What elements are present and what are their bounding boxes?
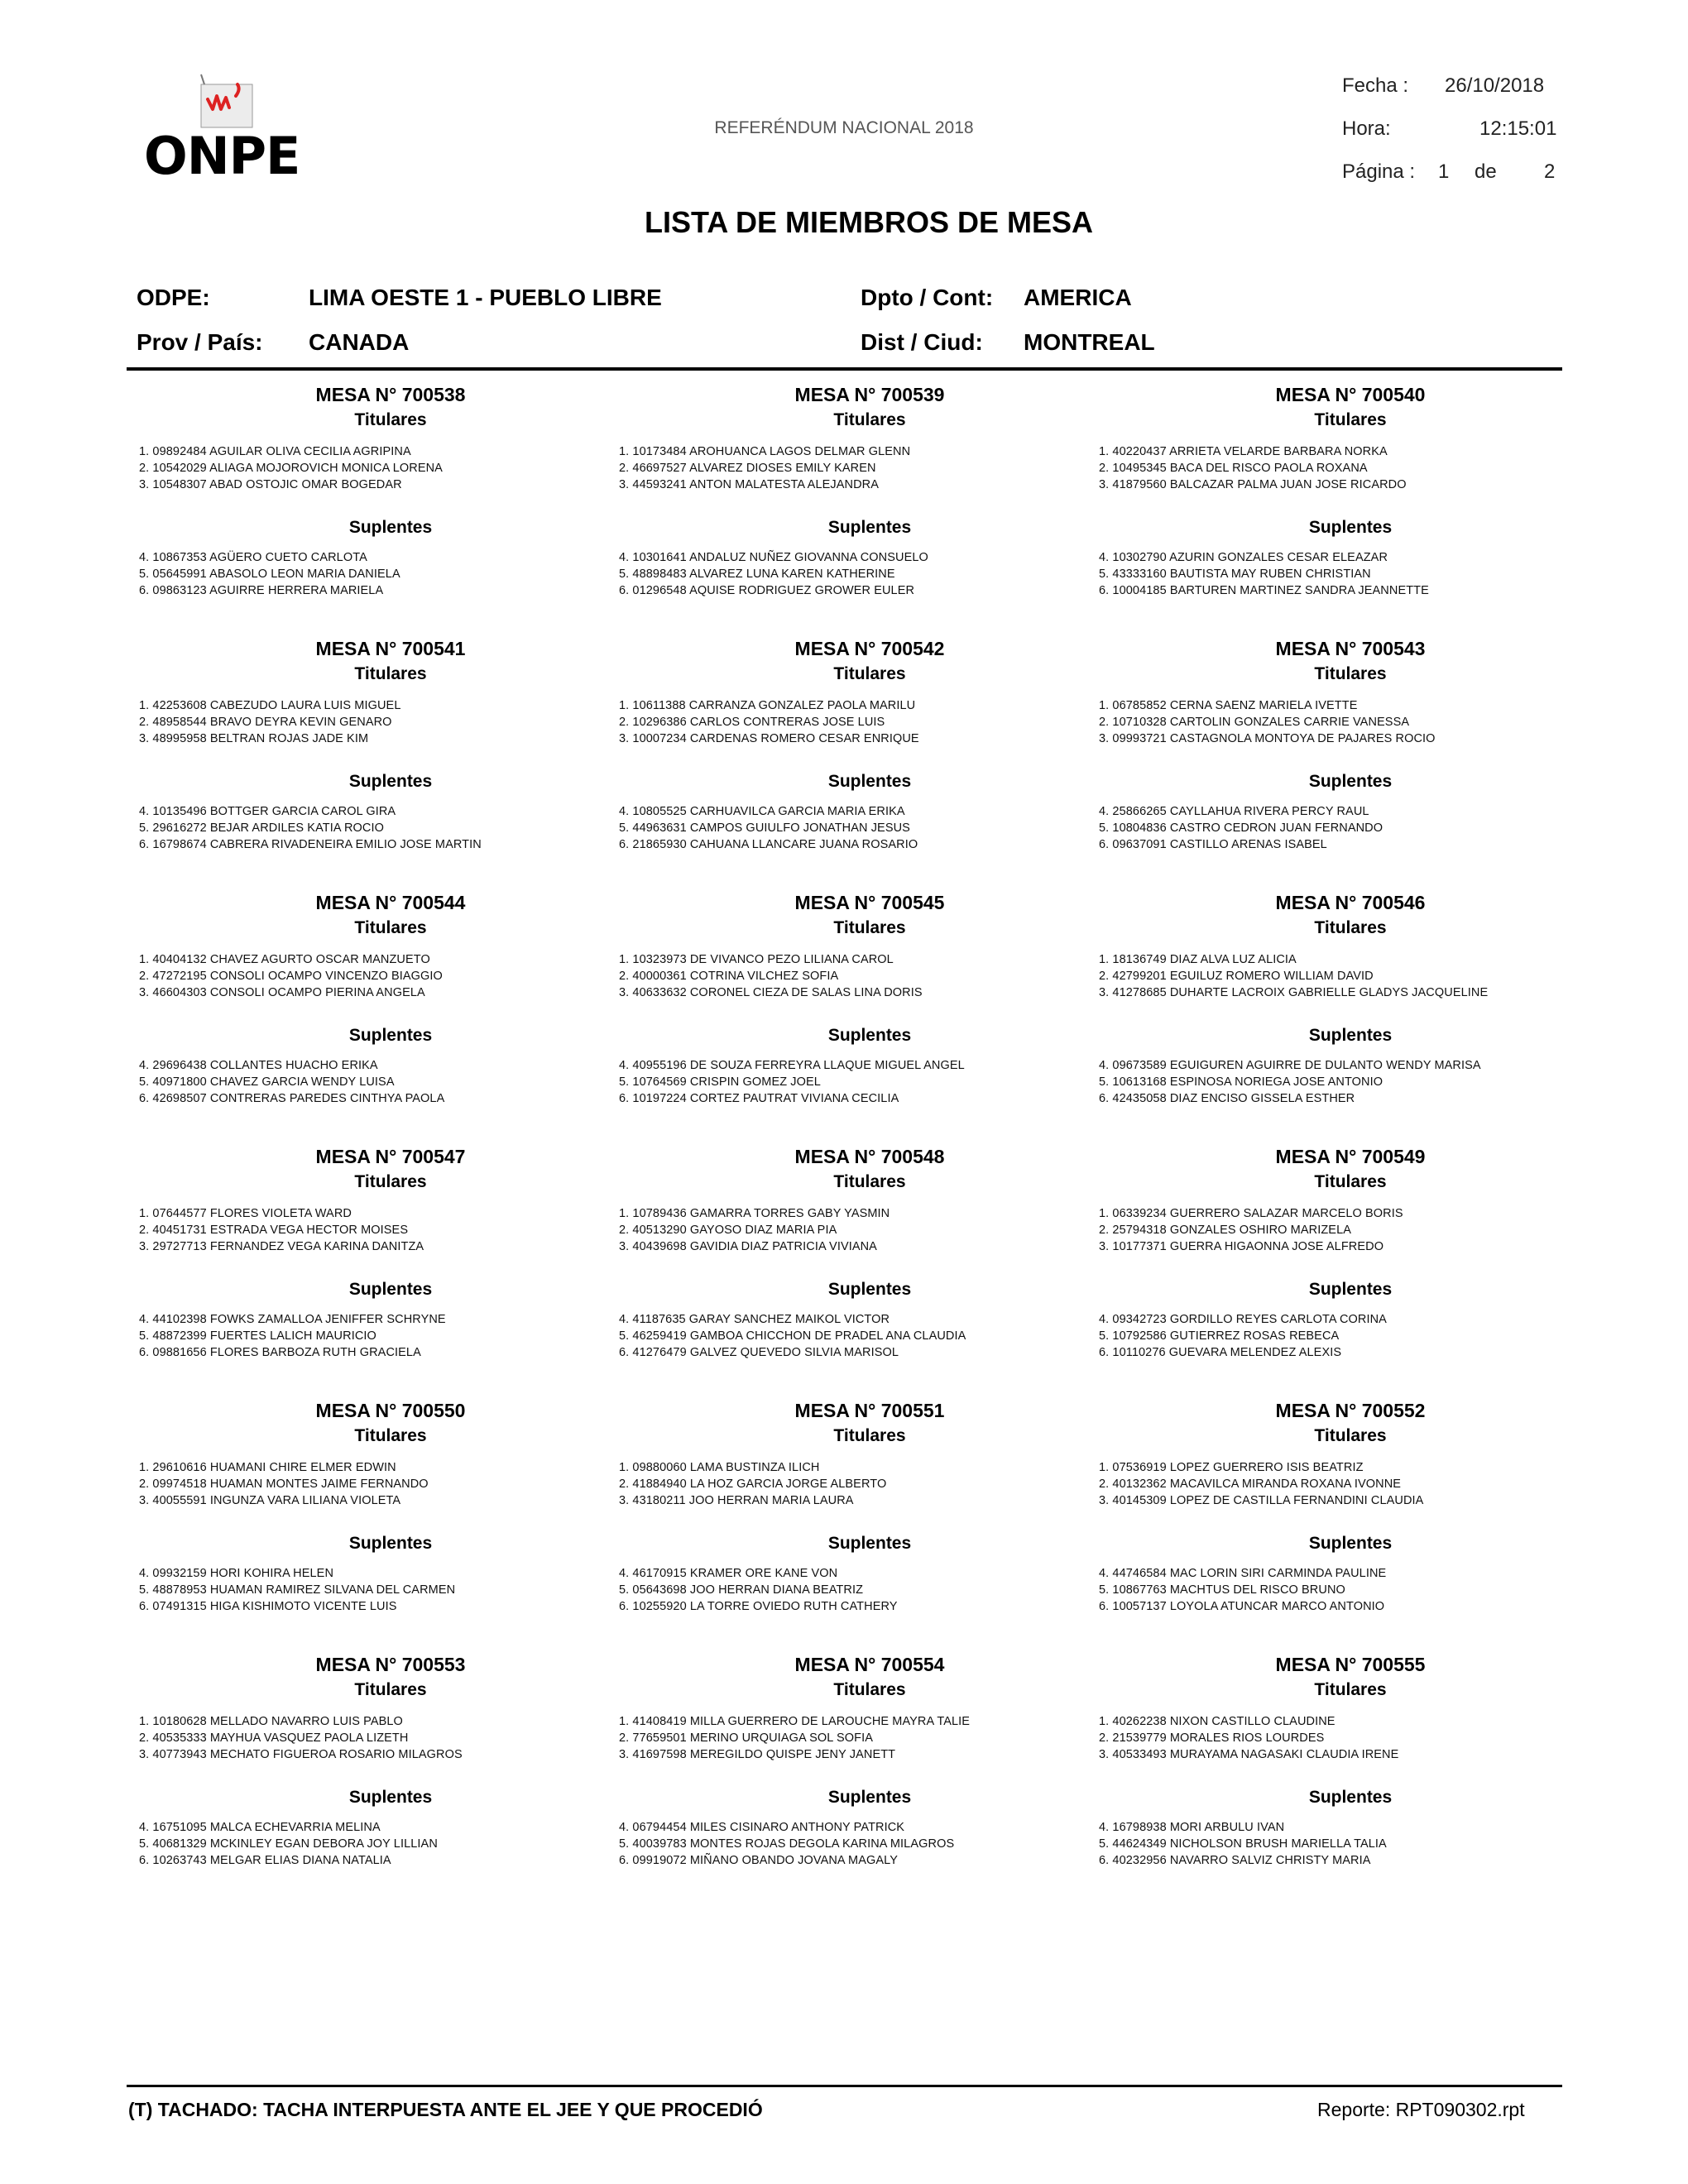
mesa-block [139, 384, 602, 607]
suplente-member: 6. 10057137 LOYOLA ATUNCAR MARCO ANTONIO [1099, 1600, 1385, 1613]
event-name: REFERÉNDUM NACIONAL 2018 [714, 118, 974, 137]
suplente-member: 4. 06794454 MILES CISINARO ANTHONY PATRICK [619, 1821, 905, 1834]
mesa-title: MESA N° 700547 [315, 1146, 466, 1167]
titular-member: 1. 10180628 MELLADO NAVARRO LUIS PABLO [139, 1715, 403, 1728]
suplente-member: 6. 09881656 FLORES BARBOZA RUTH GRACIELA [139, 1346, 421, 1359]
mesa-title: MESA N° 700543 [1275, 638, 1426, 659]
suplente-member: 4. 40955196 DE SOUZA FERREYRA LLAQUE MIGUEL ANGEL [619, 1059, 965, 1072]
titular-member: 3. 41879560 BALCAZAR PALMA JUAN JOSE RICARDO [1099, 478, 1407, 491]
suplente-member: 6. 21865930 CAHUANA LLANCARE JUANA ROSARIO [619, 838, 918, 851]
header-divider [127, 367, 1562, 371]
dpto-label: Dpto / Cont: [861, 285, 994, 310]
suplente-member: 6. 01296548 AQUISE RODRIGUEZ GROWER EULER [619, 584, 915, 597]
odpe-label: ODPE: [137, 285, 210, 310]
suplentes-heading: Suplentes [348, 1788, 433, 1807]
mesa-title: MESA N° 700544 [315, 892, 466, 913]
suplente-member: 4. 09932159 HORI KOHIRA HELEN [139, 1567, 334, 1580]
titulares-heading: Titulares [833, 1680, 906, 1699]
mesa-title: MESA N° 700538 [315, 384, 466, 405]
titular-member: 1. 40262238 NIXON CASTILLO CLAUDINE [1099, 1715, 1336, 1728]
titular-member: 3. 43180211 JOO HERRAN MARIA LAURA [619, 1494, 854, 1507]
suplente-member: 5. 48872399 FUERTES LALICH MAURICIO [139, 1329, 376, 1343]
titular-member: 2. 10495345 BACA DEL RISCO PAOLA ROXANA [1099, 462, 1368, 475]
titulares-heading: Titulares [833, 918, 906, 937]
titular-member: 2. 21539779 MORALES RIOS LOURDES [1099, 1731, 1325, 1745]
titular-member: 2. 10542029 ALIAGA MOJOROVICH MONICA LORENA [139, 462, 443, 475]
titular-member: 3. 40633632 CORONEL CIEZA DE SALAS LINA DORIS [619, 986, 923, 999]
suplente-member: 6. 40232956 NAVARRO SALVIZ CHRISTY MARIA [1099, 1854, 1371, 1867]
mesa-title: MESA N° 700539 [794, 384, 945, 405]
mesa-block [139, 1654, 602, 1877]
suplente-member: 6. 10110276 GUEVARA MELENDEZ ALEXIS [1099, 1346, 1342, 1359]
mesa-block [1099, 892, 1562, 1115]
suplente-member: 6. 41276479 GALVEZ QUEVEDO SILVIA MARISOL [619, 1346, 899, 1359]
suplente-member: 5. 05643698 JOO HERRAN DIANA BEATRIZ [619, 1583, 864, 1597]
hora-label: Hora: [1342, 117, 1391, 140]
suplente-member: 5. 48878953 HUAMAN RAMIREZ SILVANA DEL CARMEN [139, 1583, 456, 1597]
titular-member: 1. 10611388 CARRANZA GONZALEZ PAOLA MARILU [619, 699, 916, 712]
suplente-member: 4. 09342723 GORDILLO REYES CARLOTA CORINA [1099, 1313, 1387, 1326]
mesa-block [619, 892, 1082, 1115]
suplente-member: 5. 44624349 NICHOLSON BRUSH MARIELLA TALIA [1099, 1837, 1387, 1851]
suplentes-heading: Suplentes [1308, 772, 1393, 791]
dist-value: MONTREAL [1024, 329, 1155, 355]
suplentes-heading: Suplentes [1308, 1280, 1393, 1299]
report-id: Reporte: RPT090302.rpt [1317, 2099, 1525, 2120]
suplente-member: 4. 10867353 AGÜERO CUETO CARLOTA [139, 551, 367, 564]
titular-member: 3. 40533493 MURAYAMA NAGASAKI CLAUDIA IRENE [1099, 1748, 1399, 1761]
titular-member: 1. 29610616 HUAMANI CHIRE ELMER EDWIN [139, 1461, 396, 1474]
suplente-member: 6. 16798674 CABRERA RIVADENEIRA EMILIO JOSE MARTIN [139, 838, 482, 851]
mesa-title: MESA N° 700554 [794, 1654, 945, 1675]
titular-member: 1. 07644577 FLORES VIOLETA WARD [139, 1207, 352, 1220]
titulares-heading: Titulares [833, 1426, 906, 1445]
titular-member: 3. 41697598 MEREGILDO QUISPE JENY JANETT [619, 1748, 896, 1761]
titulares-heading: Titulares [1314, 1172, 1387, 1191]
mesa-title: MESA N° 700549 [1275, 1146, 1426, 1167]
titular-member: 3. 40145309 LOPEZ DE CASTILLA FERNANDINI CLAUDIA [1099, 1494, 1424, 1507]
mesa-block [139, 892, 602, 1115]
mesa-block [1099, 1146, 1562, 1369]
suplentes-heading: Suplentes [827, 1280, 912, 1299]
titular-member: 3. 40439698 GAVIDIA DIAZ PATRICIA VIVIANA [619, 1240, 877, 1253]
suplentes-heading: Suplentes [827, 1534, 912, 1553]
mesa-block [619, 1146, 1082, 1369]
suplente-member: 4. 10301641 ANDALUZ NUÑEZ GIOVANNA CONSUELO [619, 551, 928, 564]
suplente-member: 6. 10263743 MELGAR ELIAS DIANA NATALIA [139, 1854, 391, 1867]
suplentes-heading: Suplentes [827, 1788, 912, 1807]
suplente-member: 6. 10255920 LA TORRE OVIEDO RUTH CATHERY [619, 1600, 898, 1613]
titular-member: 2. 10710328 CARTOLIN GONZALES CARRIE VANESSA [1099, 716, 1410, 729]
suplente-member: 5. 10792586 GUTIERREZ ROSAS REBECA [1099, 1329, 1340, 1343]
titulares-heading: Titulares [1314, 1426, 1387, 1445]
suplente-member: 5. 43333160 BAUTISTA MAY RUBEN CHRISTIAN [1099, 568, 1371, 581]
titular-member: 2. 40513290 GAYOSO DIAZ MARIA PIA [619, 1224, 837, 1237]
mesa-block [1099, 1400, 1562, 1623]
suplente-member: 5. 40681329 MCKINLEY EGAN DEBORA JOY LILLIAN [139, 1837, 438, 1851]
suplente-member: 6. 09637091 CASTILLO ARENAS ISABEL [1099, 838, 1327, 851]
titulares-heading: Titulares [354, 1680, 427, 1699]
titular-member: 2. 25794318 GONZALES OSHIRO MARIZELA [1099, 1224, 1351, 1237]
suplentes-heading: Suplentes [827, 518, 912, 537]
suplente-member: 5. 10804836 CASTRO CEDRON JUAN FERNANDO [1099, 821, 1383, 835]
suplente-member: 4. 25866265 CAYLLAHUA RIVERA PERCY RAUL [1099, 805, 1369, 818]
titular-member: 1. 18136749 DIAZ ALVA LUZ ALICIA [1099, 953, 1297, 966]
suplente-member: 4. 09673589 EGUIGUREN AGUIRRE DE DULANTO WENDY MARISA [1099, 1059, 1481, 1072]
titular-member: 2. 77659501 MERINO URQUIAGA SOL SOFIA [619, 1731, 873, 1745]
suplente-member: 5. 46259419 GAMBOA CHICCHON DE PRADEL ANA CLAUDIA [619, 1329, 966, 1343]
mesa-title: MESA N° 700553 [315, 1654, 466, 1675]
titular-member: 1. 10323973 DE VIVANCO PEZO LILIANA CAROL [619, 953, 894, 966]
titular-member: 2. 40000361 COTRINA VILCHEZ SOFIA [619, 970, 839, 983]
titular-member: 2. 46697527 ALVAREZ DIOSES EMILY KAREN [619, 462, 876, 475]
suplentes-heading: Suplentes [348, 518, 433, 537]
suplente-member: 4. 16751095 MALCA ECHEVARRIA MELINA [139, 1821, 381, 1834]
suplente-member: 5. 48898483 ALVAREZ LUNA KAREN KATHERINE [619, 568, 895, 581]
titular-member: 2. 40132362 MACAVILCA MIRANDA ROXANA IVONNE [1099, 1478, 1402, 1491]
titulares-heading: Titulares [354, 1172, 427, 1191]
suplente-member: 6. 09919072 MIÑANO OBANDO JOVANA MAGALY [619, 1854, 898, 1867]
titular-member: 3. 44593241 ANTON MALATESTA ALEJANDRA [619, 478, 879, 491]
titular-member: 1. 40404132 CHAVEZ AGURTO OSCAR MANZUETO [139, 953, 430, 966]
titular-member: 1. 09892484 AGUILAR OLIVA CECILIA AGRIPINA [139, 445, 411, 458]
mesa-title: MESA N° 700541 [315, 638, 466, 659]
titular-member: 3. 48995958 BELTRAN ROJAS JADE KIM [139, 732, 369, 745]
mesa-title: MESA N° 700545 [794, 892, 945, 913]
suplente-member: 4. 16798938 MORI ARBULU IVAN [1099, 1821, 1285, 1834]
titulares-heading: Titulares [354, 664, 427, 683]
titular-member: 2. 47272195 CONSOLI OCAMPO VINCENZO BIAGGIO [139, 970, 443, 983]
pagina-label: Página : [1342, 160, 1416, 183]
suplente-member: 5. 40039783 MONTES ROJAS DEGOLA KARINA MILAGROS [619, 1837, 955, 1851]
suplente-member: 4. 44746584 MAC LORIN SIRI CARMINDA PAULINE [1099, 1567, 1387, 1580]
titulares-heading: Titulares [1314, 410, 1387, 429]
titulares-heading: Titulares [1314, 918, 1387, 937]
titular-member: 1. 10173484 AROHUANCA LAGOS DELMAR GLENN [619, 445, 911, 458]
mesa-title: MESA N° 700555 [1275, 1654, 1426, 1675]
suplentes-heading: Suplentes [1308, 1788, 1393, 1807]
hora-value: 12:15:01 [1479, 117, 1557, 140]
titular-member: 3. 29727713 FERNANDEZ VEGA KARINA DANITZA [139, 1240, 424, 1253]
suplentes-heading: Suplentes [1308, 1534, 1393, 1553]
suplente-member: 6. 09863123 AGUIRRE HERRERA MARIELA [139, 584, 384, 597]
prov-label: Prov / País: [137, 329, 263, 355]
mesa-block [1099, 638, 1562, 861]
titular-member: 3. 40055591 INGUNZA VARA LILIANA VIOLETA [139, 1494, 401, 1507]
mesa-title: MESA N° 700552 [1275, 1400, 1426, 1421]
fecha-value: 26/10/2018 [1445, 74, 1545, 97]
suplente-member: 4. 29696438 COLLANTES HUACHO ERIKA [139, 1059, 378, 1072]
titular-member: 1. 40220437 ARRIETA VELARDE BARBARA NORKA [1099, 445, 1388, 458]
mesa-block [139, 1400, 602, 1623]
suplentes-heading: Suplentes [348, 1280, 433, 1299]
suplente-member: 6. 42698507 CONTRERAS PAREDES CINTHYA PAOLA [139, 1092, 445, 1105]
dpto-value: AMERICA [1024, 285, 1132, 310]
mesa-block [1099, 384, 1562, 607]
footer-note: (T) TACHADO: TACHA INTERPUESTA ANTE EL JEE Y QUE PROCEDIÓ [128, 2099, 763, 2120]
prov-value: CANADA [309, 329, 410, 355]
titular-member: 3. 46604303 CONSOLI OCAMPO PIERINA ANGELA [139, 986, 425, 999]
footer-divider [127, 2085, 1562, 2087]
titular-member: 2. 10296386 CARLOS CONTRERAS JOSE LUIS [619, 716, 885, 729]
titulares-heading: Titulares [354, 410, 427, 429]
titular-member: 1. 42253608 CABEZUDO LAURA LUIS MIGUEL [139, 699, 401, 712]
suplente-member: 5. 40971800 CHAVEZ GARCIA WENDY LUISA [139, 1075, 395, 1089]
titulares-heading: Titulares [833, 664, 906, 683]
titular-member: 1. 06339234 GUERRERO SALAZAR MARCELO BORIS [1099, 1207, 1403, 1220]
titular-member: 3. 10548307 ABAD OSTOJIC OMAR BOGEDAR [139, 478, 402, 491]
suplente-member: 5. 10613168 ESPINOSA NORIEGA JOSE ANTONIO [1099, 1075, 1383, 1089]
suplente-member: 6. 10004185 BARTUREN MARTINEZ SANDRA JEANNETTE [1099, 584, 1429, 597]
titulares-heading: Titulares [354, 918, 427, 937]
titular-member: 3. 09993721 CASTAGNOLA MONTOYA DE PAJARES ROCIO [1099, 732, 1436, 745]
titular-member: 2. 41884940 LA HOZ GARCIA JORGE ALBERTO [619, 1478, 887, 1491]
suplentes-heading: Suplentes [1308, 1026, 1393, 1045]
pagina-de: de [1475, 160, 1497, 183]
fecha-label: Fecha : [1342, 74, 1409, 97]
titulares-heading: Titulares [833, 1172, 906, 1191]
titular-member: 2. 40535333 MAYHUA VASQUEZ PAOLA LIZETH [139, 1731, 409, 1745]
mesa-title: MESA N° 700548 [794, 1146, 945, 1167]
suplente-member: 4. 10135496 BOTTGER GARCIA CAROL GIRA [139, 805, 396, 818]
suplente-member: 5. 10867763 MACHTUS DEL RISCO BRUNO [1099, 1583, 1345, 1597]
titular-member: 1. 06785852 CERNA SAENZ MARIELA IVETTE [1099, 699, 1358, 712]
pagina-total: 2 [1544, 160, 1556, 183]
titular-member: 3. 10177371 GUERRA HIGAONNA JOSE ALFREDO [1099, 1240, 1384, 1253]
mesa-title: MESA N° 700546 [1275, 892, 1426, 913]
mesa-title: MESA N° 700551 [794, 1400, 945, 1421]
suplente-member: 5. 29616272 BEJAR ARDILES KATIA ROCIO [139, 821, 384, 835]
mesa-block [619, 1654, 1082, 1877]
titular-member: 3. 40773943 MECHATO FIGUEROA ROSARIO MILAGROS [139, 1748, 463, 1761]
suplente-member: 4. 41187635 GARAY SANCHEZ MAIKOL VICTOR [619, 1313, 890, 1326]
suplentes-heading: Suplentes [348, 772, 433, 791]
mesa-block [139, 1146, 602, 1369]
page-title: LISTA DE MIEMBROS DE MESA [644, 205, 1094, 239]
suplentes-heading: Suplentes [1308, 518, 1393, 537]
suplente-member: 5. 10764569 CRISPIN GOMEZ JOEL [619, 1075, 821, 1089]
suplente-member: 6. 10197224 CORTEZ PAUTRAT VIVIANA CECILIA [619, 1092, 899, 1105]
dist-label: Dist / Ciud: [861, 329, 983, 355]
titular-member: 3. 10007234 CARDENAS ROMERO CESAR ENRIQUE [619, 732, 919, 745]
titulares-heading: Titulares [1314, 1680, 1387, 1699]
logo-text: ONPE [144, 126, 300, 186]
titular-member: 1. 10789436 GAMARRA TORRES GABY YASMIN [619, 1207, 890, 1220]
suplente-member: 4. 10302790 AZURIN GONZALES CESAR ELEAZAR [1099, 551, 1388, 564]
suplente-member: 5. 44963631 CAMPOS GUIULFO JONATHAN JESUS [619, 821, 910, 835]
mesa-title: MESA N° 700540 [1275, 384, 1426, 405]
mesa-block [619, 1400, 1082, 1623]
suplentes-heading: Suplentes [827, 1026, 912, 1045]
mesa-block [139, 638, 602, 861]
suplente-member: 4. 44102398 FOWKS ZAMALLOA JENIFFER SCHRYNE [139, 1313, 446, 1326]
mesa-title: MESA N° 700550 [315, 1400, 466, 1421]
titular-member: 2. 48958544 BRAVO DEYRA KEVIN GENARO [139, 716, 392, 729]
suplente-member: 4. 46170915 KRAMER ORE KANE VON [619, 1567, 838, 1580]
titulares-heading: Titulares [354, 1426, 427, 1445]
suplentes-heading: Suplentes [348, 1534, 433, 1553]
mesa-title: MESA N° 700542 [794, 638, 945, 659]
titulares-heading: Titulares [833, 410, 906, 429]
titular-member: 2. 09974518 HUAMAN MONTES JAIME FERNANDO [139, 1478, 429, 1491]
titular-member: 1. 41408419 MILLA GUERRERO DE LAROUCHE MAYRA TALIE [619, 1715, 971, 1728]
mesa-block [619, 638, 1082, 861]
suplentes-heading: Suplentes [348, 1026, 433, 1045]
titular-member: 3. 41278685 DUHARTE LACROIX GABRIELLE GLADYS JACQUELINE [1099, 986, 1489, 999]
suplentes-heading: Suplentes [827, 772, 912, 791]
mesa-block [619, 384, 1082, 607]
suplente-member: 6. 42435058 DIAZ ENCISO GISSELA ESTHER [1099, 1092, 1355, 1105]
titulares-heading: Titulares [1314, 664, 1387, 683]
mesa-block [1099, 1654, 1562, 1877]
suplente-member: 6. 07491315 HIGA KISHIMOTO VICENTE LUIS [139, 1600, 397, 1613]
titular-member: 1. 07536919 LOPEZ GUERRERO ISIS BEATRIZ [1099, 1461, 1364, 1474]
titular-member: 1. 09880060 LAMA BUSTINZA ILICH [619, 1461, 820, 1474]
suplente-member: 4. 10805525 CARHUAVILCA GARCIA MARIA ERIKA [619, 805, 905, 818]
titular-member: 2. 42799201 EGUILUZ ROMERO WILLIAM DAVID [1099, 970, 1374, 983]
pagina-number: 1 [1438, 160, 1450, 183]
titular-member: 2. 40451731 ESTRADA VEGA HECTOR MOISES [139, 1224, 409, 1237]
odpe-value: LIMA OESTE 1 - PUEBLO LIBRE [309, 285, 662, 310]
suplente-member: 5. 05645991 ABASOLO LEON MARIA DANIELA [139, 568, 400, 581]
